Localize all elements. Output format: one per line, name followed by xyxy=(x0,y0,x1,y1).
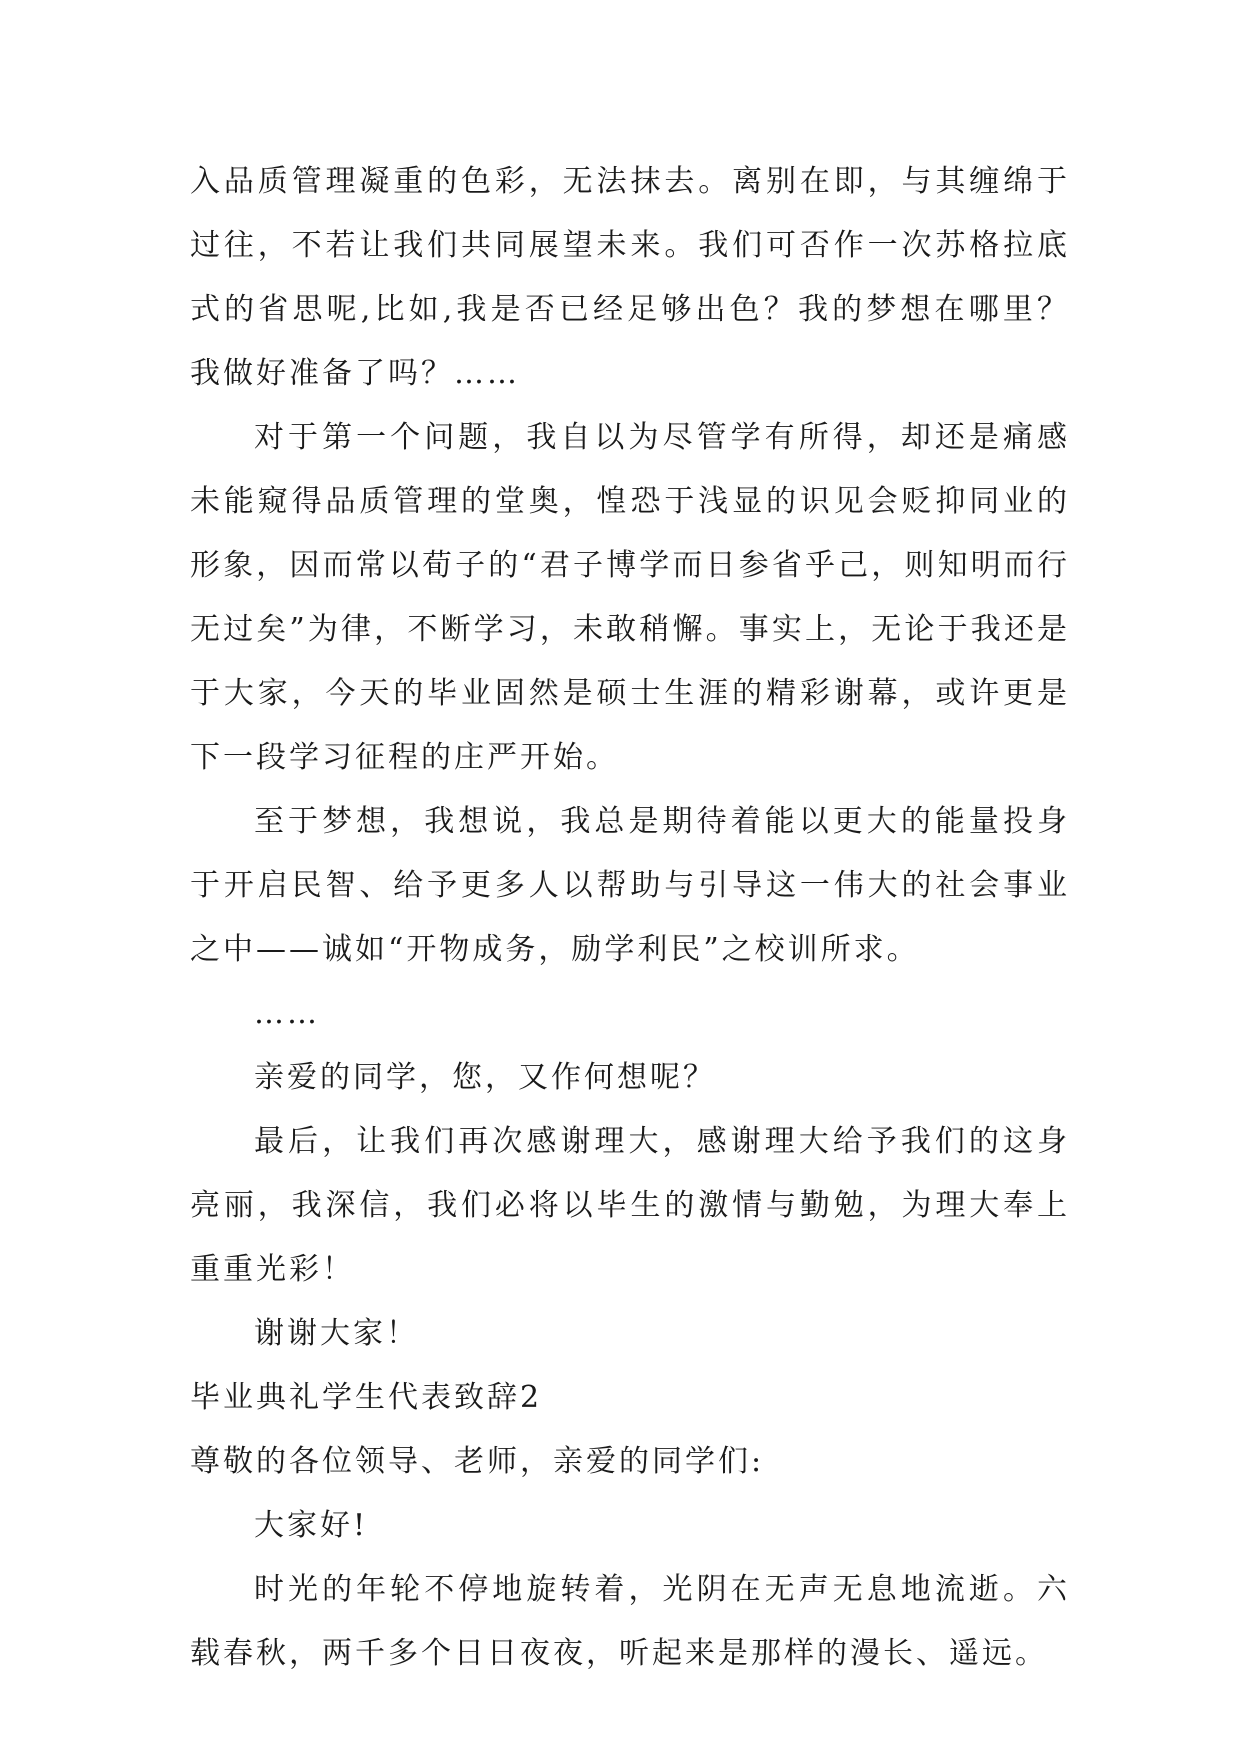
paragraph-thanks-university: 最后，让我们再次感谢理大，感谢理大给予我们的这身亮丽，我深信，我们必将以毕生的激情与勤勉，为理大奉上重重光彩！ xyxy=(190,1124,1070,1287)
paragraph-thank-you: 谢谢大家！ xyxy=(254,1316,419,1351)
paragraph-time-passing: 时光的年轮不停地旋转着，光阴在无声无息地流逝。六载春秋，两千多个日日夜夜，听起来是那样的漫长、遥远。 xyxy=(190,1572,1070,1671)
paragraph-ellipsis: …… xyxy=(254,996,320,1031)
paragraph-continued: 入品质管理凝重的色彩，无法抹去。离别在即，与其缠绵于过往，不若让我们共同展望未来。我们可否作一次苏格拉底式的省思呢,比如,我是否已经足够出色？我的梦想在哪里？我做好准备了吗？…… xyxy=(190,164,1070,391)
section-title: 毕业典礼学生代表致辞2 xyxy=(190,1380,543,1415)
paragraph-dream: 至于梦想，我想说，我总是期待着能以更大的能量投身于开启民智、给予更多人以帮助与引导这一伟大的社会事业之中——诚如“开物成务，励学利民”之校训所求。 xyxy=(190,804,1070,967)
paragraph-question-to-classmates: 亲爱的同学，您，又作何想呢？ xyxy=(254,1060,716,1095)
document-body xyxy=(190,150,1070,1686)
greeting: 大家好! xyxy=(254,1508,369,1543)
paragraph-first-question: 对于第一个问题，我自以为尽管学有所得，却还是痛感未能窥得品质管理的堂奥，惶恐于浅显的识见会贬抑同业的形象，因而常以荀子的“君子博学而日参省乎己，则知明而行无过矣”为律，不断学习，未敢稍懈。事实上，无论于我还是于大家，今天的毕业固然是硕士生涯的精彩谢幕，或许更是下一段学习征程的庄严开始。 xyxy=(190,420,1070,775)
salutation: 尊敬的各位领导、老师，亲爱的同学们: xyxy=(190,1444,765,1479)
